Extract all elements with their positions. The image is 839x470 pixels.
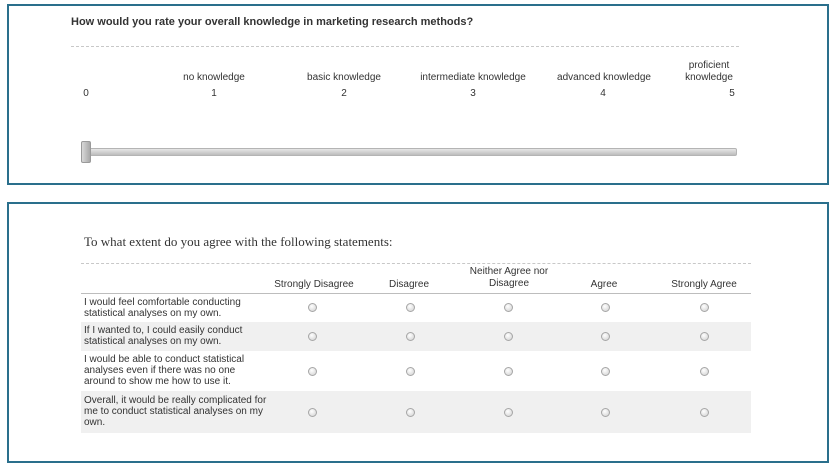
radio-neutral[interactable]: [504, 332, 513, 341]
divider: [81, 263, 751, 264]
radio-strongly-agree[interactable]: [700, 367, 709, 376]
scale-number-4: 4: [600, 88, 606, 99]
scale-label-4: advanced knowledge: [557, 72, 651, 83]
scale-number-2: 2: [341, 88, 347, 99]
matrix-question-title: To what extent do you agree with the following statements:: [84, 234, 393, 249]
scale-number-0: 0: [83, 88, 89, 99]
statement-label: I would be able to conduct statistical analyses even if there was no one around to show me how to use it.: [84, 354, 245, 387]
radio-strongly-disagree[interactable]: [308, 367, 317, 376]
radio-strongly-agree[interactable]: [700, 332, 709, 341]
scale-number-5: 5: [729, 88, 735, 99]
radio-neutral[interactable]: [504, 303, 513, 312]
slider-track[interactable]: [81, 148, 737, 156]
radio-disagree[interactable]: [406, 332, 415, 341]
column-header-neutral: Neither Agree nor Disagree: [469, 266, 549, 289]
radio-agree[interactable]: [601, 303, 610, 312]
scale-label-1: no knowledge: [183, 72, 245, 83]
statement-row-3: [81, 351, 751, 391]
radio-neutral[interactable]: [504, 367, 513, 376]
radio-strongly-disagree[interactable]: [308, 332, 317, 341]
column-header-strongly-disagree: Strongly Disagree: [274, 279, 354, 290]
statement-row-2: [81, 322, 751, 351]
slider-handle[interactable]: [81, 141, 91, 163]
radio-strongly-agree[interactable]: [700, 408, 709, 417]
statement-label: I would feel comfortable conducting statistical analyses on my own.: [84, 297, 241, 319]
column-header-strongly-agree: Strongly Agree: [671, 279, 737, 290]
radio-agree[interactable]: [601, 408, 610, 417]
radio-strongly-disagree[interactable]: [308, 408, 317, 417]
scale-label-2: basic knowledge: [307, 72, 381, 83]
scale-number-3: 3: [470, 88, 476, 99]
radio-disagree[interactable]: [406, 408, 415, 417]
statement-label: If I wanted to, I could easily conduct statistical analyses on my own.: [84, 325, 243, 347]
statement-label: Overall, it would be really complicated for me to conduct statistical analyses on my own.: [84, 395, 267, 428]
radio-disagree[interactable]: [406, 367, 415, 376]
scale-number-1: 1: [211, 88, 217, 99]
scale-label-5: proficient knowledge: [685, 60, 733, 83]
column-header-agree: Agree: [590, 279, 618, 290]
radio-agree[interactable]: [601, 332, 610, 341]
divider: [71, 46, 739, 47]
radio-neutral[interactable]: [504, 408, 513, 417]
statement-row-1: [81, 294, 751, 322]
slider-question-panel: [7, 4, 829, 185]
radio-strongly-disagree[interactable]: [308, 303, 317, 312]
matrix-question-panel: [7, 202, 829, 463]
radio-agree[interactable]: [601, 367, 610, 376]
statement-row-4: [81, 391, 751, 433]
radio-disagree[interactable]: [406, 303, 415, 312]
slider-question-title: How would you rate your overall knowledge in marketing research methods?: [71, 16, 474, 28]
column-header-disagree: Disagree: [388, 279, 430, 290]
scale-label-3: intermediate knowledge: [420, 72, 526, 83]
radio-strongly-agree[interactable]: [700, 303, 709, 312]
